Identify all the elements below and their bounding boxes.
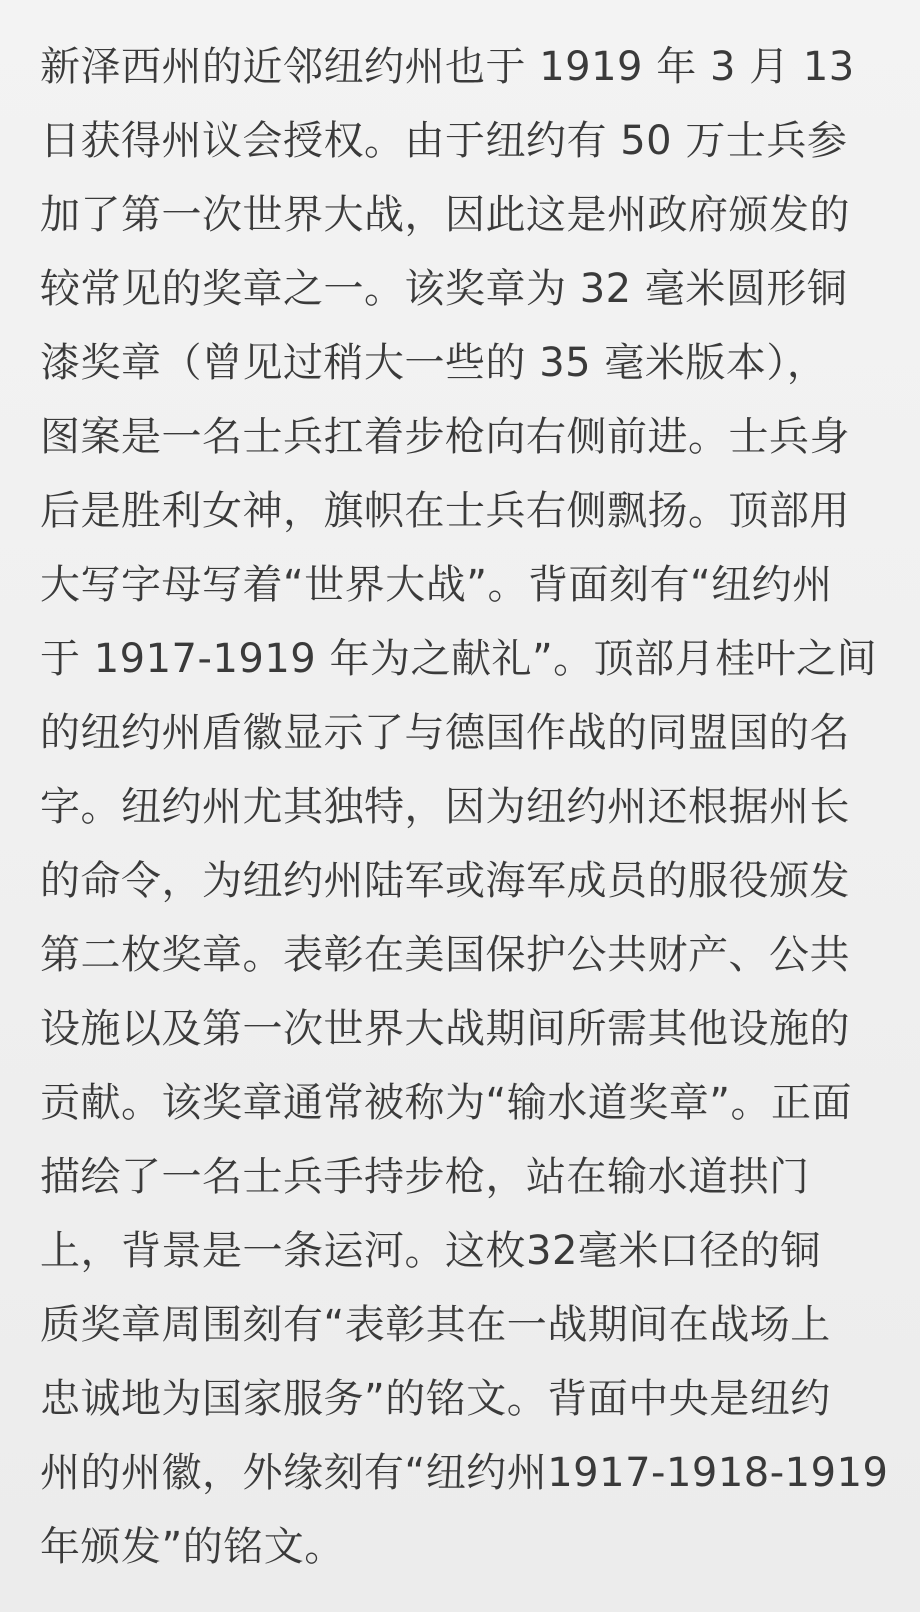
text-line-20: 州的州徽，外缘刻有“纽约州1917-1918-1919 bbox=[40, 1450, 889, 1496]
text-line-18: 质奖章周围刻有“表彰其在一战期间在战场上 bbox=[40, 1302, 831, 1348]
text-line-16: 描绘了一名士兵手持步枪，站在输水道拱门 bbox=[40, 1154, 810, 1200]
article-paragraph bbox=[40, 30, 890, 1584]
text-line-19: 忠诚地为国家服务”的铭文。背面中央是纽约 bbox=[40, 1376, 831, 1422]
text-line-14: 设施以及第一次世界大战期间所需其他设施的 bbox=[40, 1006, 850, 1052]
text-line-7: 后是胜利女神，旗帜在士兵右侧飘扬。顶部用 bbox=[40, 488, 850, 534]
text-line-6: 图案是一名士兵扛着步枪向右侧前进。士兵身 bbox=[40, 414, 850, 460]
text-line-1: 新泽西州的近邻纽约州也于 1919 年 3 月 13 bbox=[40, 44, 855, 90]
text-line-5: 漆奖章（曾见过稍大一些的 35 毫米版本）， bbox=[40, 340, 828, 386]
text-line-3: 加了第一次世界大战，因此这是州政府颁发的 bbox=[40, 192, 850, 238]
text-line-10: 的纽约州盾徽显示了与德国作战的同盟国的名 bbox=[40, 710, 850, 756]
text-line-21: 年颁发”的铭文。 bbox=[40, 1524, 345, 1570]
text-line-12: 的命令，为纽约州陆军或海军成员的服役颁发 bbox=[40, 858, 850, 904]
text-line-2: 日获得州议会授权。由于纽约有 50 万士兵参 bbox=[40, 118, 848, 164]
text-line-15: 贡献。该奖章通常被称为“输水道奖章”。正面 bbox=[40, 1080, 852, 1126]
text-line-17: 上，背景是一条运河。这枚32毫米口径的铜 bbox=[40, 1228, 821, 1274]
text-line-13: 第二枚奖章。表彰在美国保护公共财产、公共 bbox=[40, 932, 850, 978]
text-line-9: 于 1917-1919 年为之献礼”。顶部月桂叶之间 bbox=[40, 636, 878, 682]
text-line-4: 较常见的奖章之一。该奖章为 32 毫米圆形铜 bbox=[40, 266, 848, 312]
text-line-11: 字。纽约州尤其独特，因为纽约州还根据州长 bbox=[40, 784, 850, 830]
text-line-8: 大写字母写着“世界大战”。背面刻有“纽约州 bbox=[40, 562, 833, 608]
